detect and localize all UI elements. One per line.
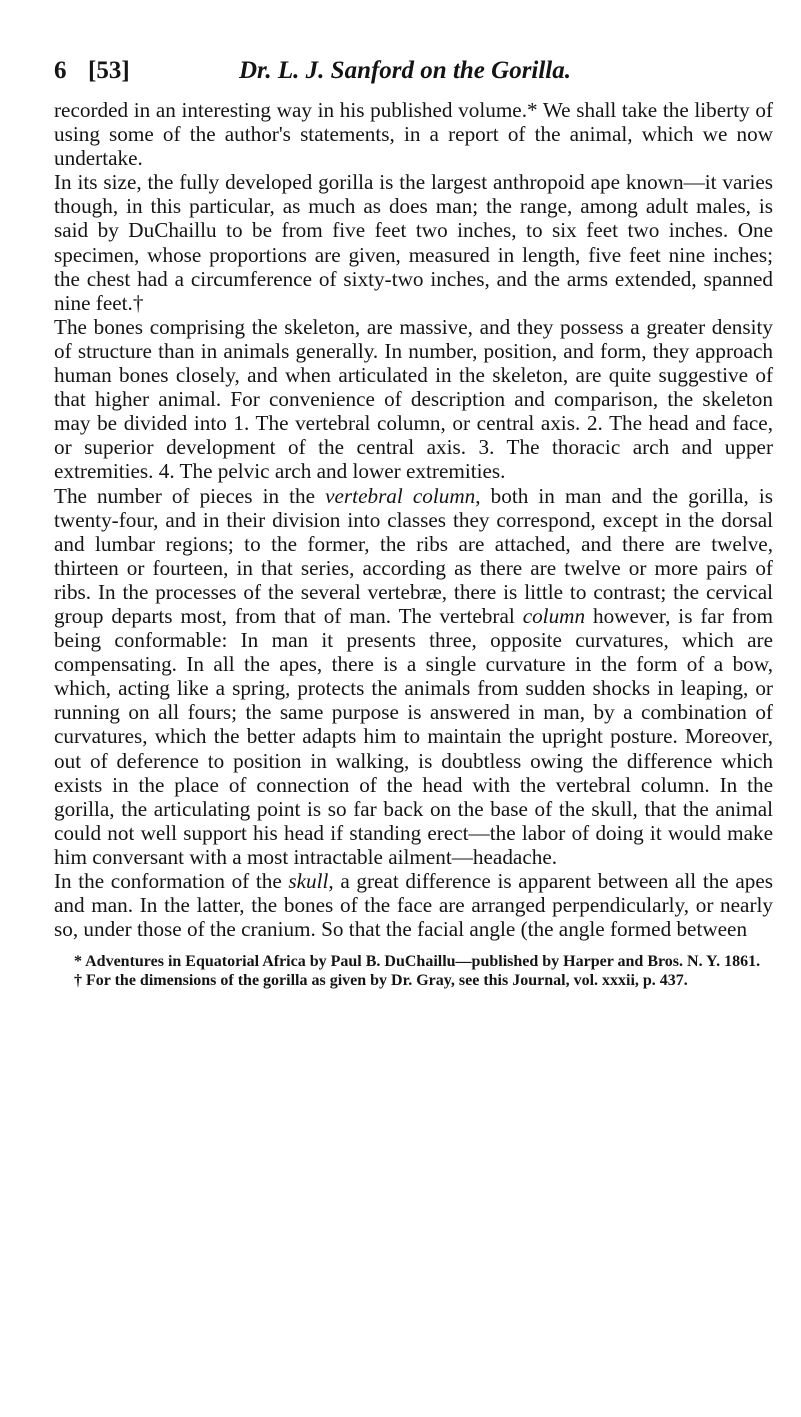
paragraph-intro: recorded in an interesting way in his published volume.* We shall take the liberty of using some of the author's statements, in a report of the animal, which we now undertake. [54, 98, 773, 171]
text-run: The number of pieces in the [54, 483, 326, 508]
footnote-duchaillu: * Adventures in Equatorial Africa by Paul B. DuChaillu—published by Harper and Bros. N. Y. 1861. [74, 953, 761, 971]
body-text [54, 98, 773, 941]
text-run: , a great difference is apparent between all the apes and man. In the latter, the bones of the face are arranged perpendicularly, or nearly so, under those of the cranium. So that the facial angle (the angle formed between [54, 869, 773, 942]
italic-term: column [522, 603, 586, 628]
paragraph-skull [54, 869, 773, 941]
paragraph-vertebral-column [54, 484, 773, 870]
running-title: Dr. L. J. Sanford on the Gorilla. [239, 57, 572, 84]
running-header [54, 56, 773, 88]
paragraph-size: In its size, the fully developed gorilla is the largest anthropoid ape known—it varies though, in this particular, as much as does man; the range, among adult males, is said by DuChaillu to be from five feet two inches, to six feet two inches. One specimen, whose proportions are given, measured in length, five feet nine inches; the chest had a circumference of sixty-two inches, and the arms extended, spanned nine feet.† [54, 170, 773, 315]
italic-term: vertebral column [325, 483, 476, 508]
page-number: 6 [54, 57, 67, 84]
text-run: however, is far from being conformable: In man it presents three, opposite curvatures, which are compensating. In all the apes, there is a single curvature in the form of a bow, which, acting like a spring, protects the animals from sudden shocks in leaping, or running on all fours; the same purpose is answered in man, by a combination of curvatures, which the better adapts him to maintain the upright posture. Moreover, out of deference to position in walking, is doubtless owing the difference which exists in the place of connection of the head with the vertebral column. In the gorilla, the articulating point is so far back on the base of the skull, that the animal could not well support his head if standing erect—the labor of doing it would make him conversant with a most intractable ailment—headache. [54, 603, 773, 869]
paragraph-bones: The bones comprising the skeleton, are massive, and they possess a greater density of structure than in animals generally. In number, position, and form, they approach human bones closely, and when articulated in the skeleton, are quite suggestive of that higher animal. For convenience of description and comparison, the skeleton may be divided into 1. The vertebral column, or central axis. 2. The head and face, or superior development of the central axis. 3. The thoracic arch and upper extremities. 4. The pelvic arch and lower extremities. [54, 314, 773, 484]
italic-term: skull [288, 869, 329, 893]
text-run: , both in man and the gorilla, is twenty-four, and in their division into classes they correspond, except in the dorsal and lumbar regions; to the former, the ribs are attached, and there are twelve, thirteen or fourteen, in that series, according as there are twelve or more pairs of ribs. In the processes of the several vertebræ, there is little to contrast; the cervical group departs most, from that of man. The vertebral [54, 483, 773, 628]
footnote-gray: † For the dimensions of the gorilla as given by Dr. Gray, see this Journal, vol. xxxii, p. 437. [74, 971, 688, 989]
bracket-page-number: [53] [88, 57, 130, 84]
text-run: In the conformation of the [54, 869, 289, 893]
footnotes [54, 953, 773, 990]
